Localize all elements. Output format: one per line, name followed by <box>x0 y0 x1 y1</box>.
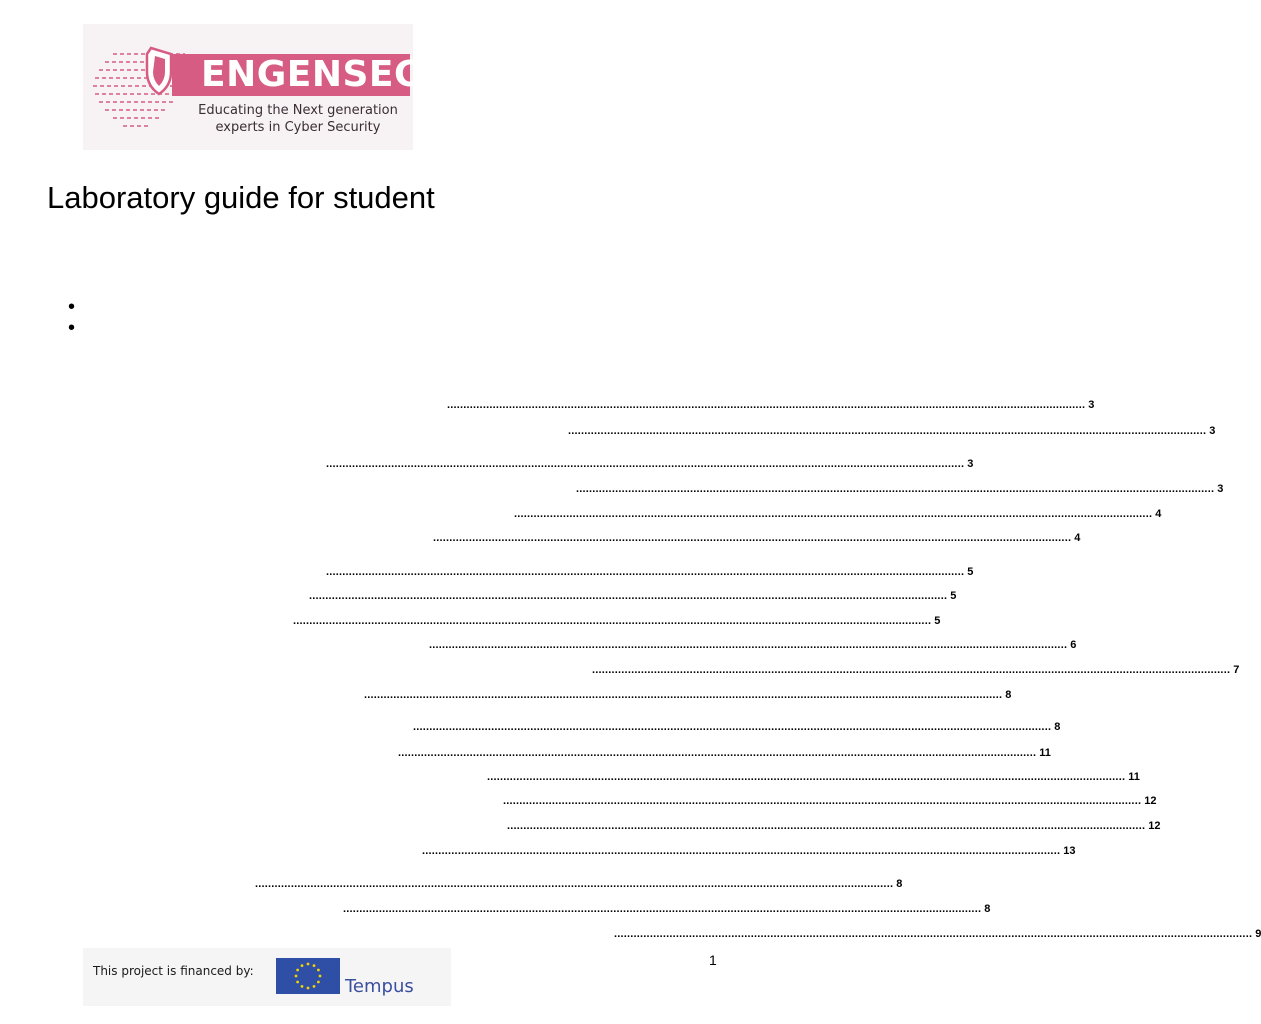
toc-entry[interactable] <box>507 819 1161 833</box>
toc-page-number: 3 <box>1088 399 1095 411</box>
toc-leader: .................................................................................................................................................................................................... <box>614 928 1253 940</box>
toc-entry[interactable] <box>343 902 991 916</box>
toc-leader: .................................................................................................................................................................................................... <box>568 425 1207 437</box>
toc-page-number: 9 <box>1255 928 1261 940</box>
toc-page-number: 5 <box>967 566 974 578</box>
toc-leader: .................................................................................................................................................................................................... <box>398 747 1037 759</box>
toc-entry[interactable] <box>429 638 1077 652</box>
logo-tagline <box>193 102 403 136</box>
toc-entry[interactable] <box>422 844 1076 858</box>
toc-entry[interactable] <box>614 927 1261 941</box>
bullet-item: • <box>68 296 76 318</box>
toc-page-number: 6 <box>1070 639 1077 651</box>
toc-entry[interactable] <box>568 424 1216 438</box>
toc-entry[interactable] <box>514 507 1162 521</box>
logo-tagline-line2: experts in Cyber Security <box>215 120 381 135</box>
toc-leader: .................................................................................................................................................................................................... <box>507 820 1146 832</box>
toc-leader: .................................................................................................................................................................................................... <box>413 721 1052 733</box>
toc-leader: .................................................................................................................................................................................................... <box>514 508 1153 520</box>
toc-entry[interactable] <box>309 589 957 603</box>
toc-page-number: 4 <box>1155 508 1162 520</box>
toc-entry[interactable] <box>398 746 1051 760</box>
toc-entry[interactable] <box>255 877 903 891</box>
toc-leader: .................................................................................................................................................................................................... <box>447 399 1086 411</box>
toc-page-number: 8 <box>1054 721 1061 733</box>
toc-entry[interactable] <box>326 457 974 471</box>
toc-page-number: 7 <box>1233 664 1240 676</box>
toc-page-number: 5 <box>934 615 941 627</box>
toc-leader: .................................................................................................................................................................................................... <box>592 664 1231 676</box>
engensec-logo <box>83 24 421 150</box>
toc-entry[interactable] <box>326 565 974 579</box>
eu-flag-icon <box>276 958 340 994</box>
toc-leader: .................................................................................................................................................................................................... <box>364 689 1003 701</box>
toc-entry[interactable] <box>433 531 1081 545</box>
toc-page-number: 12 <box>1148 820 1161 832</box>
page-number: 1 <box>709 952 717 968</box>
toc-leader: .................................................................................................................................................................................................... <box>433 532 1072 544</box>
toc-page-number: 3 <box>967 458 974 470</box>
toc-leader: .................................................................................................................................................................................................... <box>326 458 965 470</box>
toc-page-number: 12 <box>1144 795 1157 807</box>
funding-text: This project is financed by: <box>93 964 254 978</box>
toc-leader: .................................................................................................................................................................................................... <box>422 845 1061 857</box>
toc-page-number: 4 <box>1074 532 1081 544</box>
toc-page-number: 3 <box>1209 425 1216 437</box>
toc-entry[interactable] <box>576 482 1224 496</box>
funding-footer <box>83 948 451 1006</box>
toc-leader: .................................................................................................................................................................................................... <box>309 590 948 602</box>
toc-entry[interactable] <box>592 663 1240 677</box>
toc-page-number: 8 <box>896 878 903 890</box>
toc-page-number: 13 <box>1063 845 1076 857</box>
toc-leader: .................................................................................................................................................................................................... <box>293 615 932 627</box>
bullet-item: • <box>68 317 76 339</box>
toc-leader: .................................................................................................................................................................................................... <box>576 483 1215 495</box>
toc-leader: .................................................................................................................................................................................................... <box>343 903 982 915</box>
page-title: Laboratory guide for student <box>47 180 435 215</box>
logo-tagline-line1: Educating the Next generation <box>198 103 398 118</box>
toc-leader: .................................................................................................................................................................................................... <box>429 639 1068 651</box>
toc-entry[interactable] <box>364 688 1012 702</box>
toc-page-number: 8 <box>1005 689 1012 701</box>
toc-page-number: 11 <box>1128 771 1140 783</box>
toc-page-number: 3 <box>1217 483 1224 495</box>
toc-entry[interactable] <box>487 770 1140 784</box>
toc-entry[interactable] <box>503 794 1157 808</box>
toc-entry[interactable] <box>293 614 941 628</box>
toc-entry[interactable] <box>413 720 1061 734</box>
tempus-logo-text: Tempus <box>345 976 414 997</box>
toc-leader: .................................................................................................................................................................................................... <box>503 795 1142 807</box>
toc-page-number: 5 <box>950 590 957 602</box>
bullet-list <box>68 297 75 339</box>
toc-leader: .................................................................................................................................................................................................... <box>255 878 894 890</box>
toc-page-number: 11 <box>1039 747 1051 759</box>
logo-name: ENGENSEC <box>201 54 421 95</box>
toc-leader: .................................................................................................................................................................................................... <box>487 771 1126 783</box>
toc-leader: .................................................................................................................................................................................................... <box>326 566 965 578</box>
toc-page-number: 8 <box>984 903 991 915</box>
toc-entry[interactable] <box>447 398 1095 412</box>
